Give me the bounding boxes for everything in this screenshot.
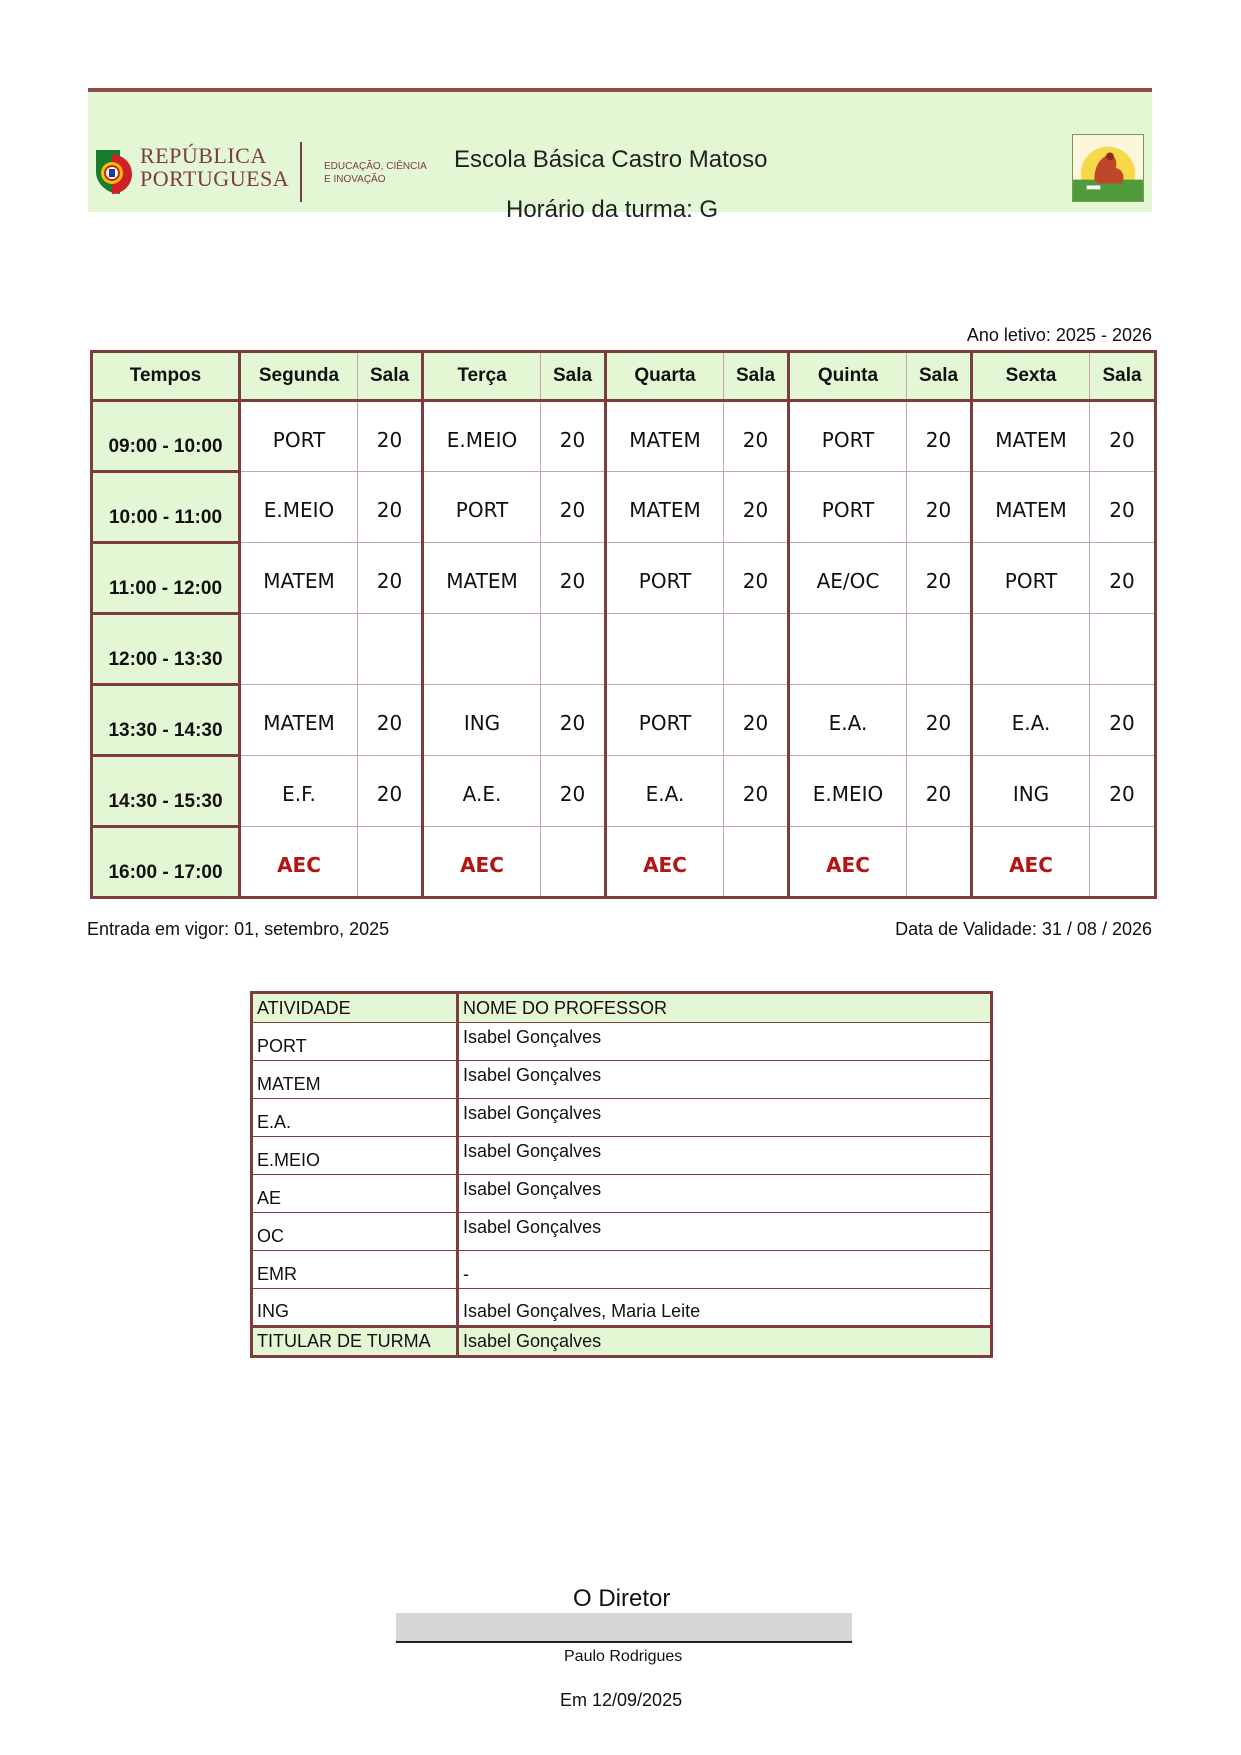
- teachers-table: [250, 991, 993, 1358]
- room-cell: 20: [907, 685, 972, 756]
- subject-cell: AEC: [240, 827, 358, 898]
- room-cell: 20: [541, 543, 606, 614]
- header-sala: Sala: [358, 352, 423, 401]
- activity-cell: ING: [252, 1289, 458, 1327]
- teacher-cell: Isabel Gonçalves: [458, 1099, 992, 1137]
- subject-cell: PORT: [606, 685, 724, 756]
- room-cell: 20: [724, 472, 789, 543]
- schedule-row: [92, 756, 1156, 827]
- portugal-emblem-icon: [90, 144, 134, 200]
- entry-into-force: Entrada em vigor: 01, setembro, 2025: [87, 919, 390, 939]
- subject-cell: [423, 614, 541, 685]
- room-cell: 20: [1090, 401, 1156, 472]
- signature-date: Em 12/09/2025: [560, 1690, 683, 1710]
- time-slot: 10:00 - 11:00: [92, 472, 240, 543]
- school-logo-icon: [1073, 135, 1143, 201]
- time-slot: 11:00 - 12:00: [92, 543, 240, 614]
- subject-cell: A.E.: [423, 756, 541, 827]
- room-cell: 20: [541, 401, 606, 472]
- time-slot: 12:00 - 13:30: [92, 614, 240, 685]
- header-quinta: Quinta: [789, 352, 907, 401]
- subject-cell: ING: [972, 756, 1090, 827]
- room-cell: 20: [358, 543, 423, 614]
- government-name: REPÚBLICA PORTUGUESA: [140, 143, 290, 191]
- room-cell: 20: [1090, 472, 1156, 543]
- activity-cell: E.MEIO: [252, 1137, 458, 1175]
- room-cell: 20: [907, 401, 972, 472]
- subject-cell: MATEM: [972, 401, 1090, 472]
- time-slot: 14:30 - 15:30: [92, 756, 240, 827]
- activity-cell: E.A.: [252, 1099, 458, 1137]
- subject-cell: PORT: [972, 543, 1090, 614]
- header-sala: Sala: [1090, 352, 1156, 401]
- room-cell: 20: [907, 756, 972, 827]
- teacher-cell: Isabel Gonçalves: [458, 1023, 992, 1061]
- room-cell: [907, 827, 972, 898]
- room-cell: [907, 614, 972, 685]
- subject-cell: E.A.: [789, 685, 907, 756]
- header-terca: Terça: [423, 352, 541, 401]
- subject-cell: PORT: [606, 543, 724, 614]
- room-cell: [541, 827, 606, 898]
- teacher-cell: Isabel Gonçalves: [458, 1137, 992, 1175]
- subject-cell: E.A.: [972, 685, 1090, 756]
- subject-cell: AEC: [789, 827, 907, 898]
- subject-cell: MATEM: [972, 472, 1090, 543]
- logo-divider: [300, 142, 302, 202]
- director-name: Paulo Rodrigues: [564, 1648, 683, 1665]
- teacher-row: [252, 1137, 992, 1175]
- activity-cell: MATEM: [252, 1061, 458, 1099]
- header-segunda: Segunda: [240, 352, 358, 401]
- subject-cell: E.F.: [240, 756, 358, 827]
- schedule-row: [92, 685, 1156, 756]
- room-cell: 20: [358, 472, 423, 543]
- teacher-row: [252, 1289, 992, 1327]
- room-cell: 20: [907, 543, 972, 614]
- header-sexta: Sexta: [972, 352, 1090, 401]
- room-cell: 20: [1090, 685, 1156, 756]
- subject-cell: PORT: [423, 472, 541, 543]
- header-nome-professor: NOME DO PROFESSOR: [458, 993, 992, 1023]
- subject-cell: MATEM: [240, 685, 358, 756]
- school-name: Escola Básica Castro Matoso: [454, 146, 768, 173]
- teachers-header-row: [252, 993, 992, 1023]
- header-atividade: ATIVIDADE: [252, 993, 458, 1023]
- teacher-cell: -: [458, 1251, 992, 1289]
- room-cell: 20: [724, 756, 789, 827]
- schedule-row: [92, 472, 1156, 543]
- teacher-row: [252, 1099, 992, 1137]
- room-cell: 20: [907, 472, 972, 543]
- header-tempos: Tempos: [92, 352, 240, 401]
- room-cell: 20: [1090, 756, 1156, 827]
- teacher-row: [252, 1023, 992, 1061]
- subject-cell: MATEM: [606, 472, 724, 543]
- teacher-row: [252, 1213, 992, 1251]
- subject-cell: E.MEIO: [240, 472, 358, 543]
- subject-cell: PORT: [789, 401, 907, 472]
- teacher-cell: Isabel Gonçalves: [458, 1061, 992, 1099]
- room-cell: [1090, 614, 1156, 685]
- government-logo: [88, 140, 428, 210]
- time-slot: 16:00 - 17:00: [92, 827, 240, 898]
- room-cell: [724, 614, 789, 685]
- subject-cell: [972, 614, 1090, 685]
- subject-cell: [606, 614, 724, 685]
- subject-cell: MATEM: [240, 543, 358, 614]
- titular-name: Isabel Gonçalves: [458, 1327, 992, 1357]
- subject-cell: E.A.: [606, 756, 724, 827]
- subject-cell: AE/OC: [789, 543, 907, 614]
- subject-cell: MATEM: [423, 543, 541, 614]
- room-cell: [1090, 827, 1156, 898]
- subject-cell: [789, 614, 907, 685]
- schedule-row: [92, 827, 1156, 898]
- room-cell: 20: [724, 543, 789, 614]
- room-cell: [358, 827, 423, 898]
- room-cell: [541, 614, 606, 685]
- subject-cell: PORT: [789, 472, 907, 543]
- header-sala: Sala: [724, 352, 789, 401]
- room-cell: [724, 827, 789, 898]
- teacher-row: [252, 1251, 992, 1289]
- activity-cell: AE: [252, 1175, 458, 1213]
- room-cell: 20: [541, 756, 606, 827]
- ministry-name: EDUCAÇÃO, CIÊNCIA E INOVAÇÃO: [324, 161, 427, 185]
- schedule-header-row: [92, 352, 1156, 401]
- activity-cell: OC: [252, 1213, 458, 1251]
- room-cell: 20: [358, 685, 423, 756]
- room-cell: [358, 614, 423, 685]
- subject-cell: E.MEIO: [423, 401, 541, 472]
- room-cell: 20: [1090, 543, 1156, 614]
- time-slot: 09:00 - 10:00: [92, 401, 240, 472]
- schedule-row: [92, 614, 1156, 685]
- school-year: Ano letivo: 2025 - 2026: [966, 325, 1152, 345]
- teacher-cell: Isabel Gonçalves: [458, 1175, 992, 1213]
- teacher-cell: Isabel Gonçalves: [458, 1213, 992, 1251]
- class-titular-row: [252, 1327, 992, 1357]
- subject-cell: AEC: [423, 827, 541, 898]
- time-slot: 13:30 - 14:30: [92, 685, 240, 756]
- schedule-table: [90, 350, 1157, 899]
- activity-cell: EMR: [252, 1251, 458, 1289]
- subject-cell: [240, 614, 358, 685]
- teacher-row: [252, 1175, 992, 1213]
- subject-cell: ING: [423, 685, 541, 756]
- subject-cell: E.MEIO: [789, 756, 907, 827]
- header-sala: Sala: [907, 352, 972, 401]
- header-sala: Sala: [541, 352, 606, 401]
- signature-line: [396, 1641, 852, 1643]
- room-cell: 20: [358, 756, 423, 827]
- activity-cell: PORT: [252, 1023, 458, 1061]
- titular-label: TITULAR DE TURMA: [252, 1327, 458, 1357]
- subject-cell: AEC: [606, 827, 724, 898]
- teacher-row: [252, 1061, 992, 1099]
- subject-cell: PORT: [240, 401, 358, 472]
- school-logo: [1072, 134, 1144, 202]
- room-cell: 20: [541, 685, 606, 756]
- room-cell: 20: [541, 472, 606, 543]
- validity-date: Data de Validade: 31 / 08 / 2026: [895, 919, 1152, 939]
- subject-cell: MATEM: [606, 401, 724, 472]
- subject-cell: AEC: [972, 827, 1090, 898]
- director-title: O Diretor: [573, 1585, 671, 1612]
- room-cell: 20: [358, 401, 423, 472]
- header-quarta: Quarta: [606, 352, 724, 401]
- teacher-cell: Isabel Gonçalves, Maria Leite: [458, 1289, 992, 1327]
- schedule-row: [92, 543, 1156, 614]
- room-cell: 20: [724, 401, 789, 472]
- room-cell: 20: [724, 685, 789, 756]
- schedule-row: [92, 401, 1156, 472]
- signature-area: [396, 1613, 852, 1643]
- class-title: Horário da turma: G: [506, 196, 719, 223]
